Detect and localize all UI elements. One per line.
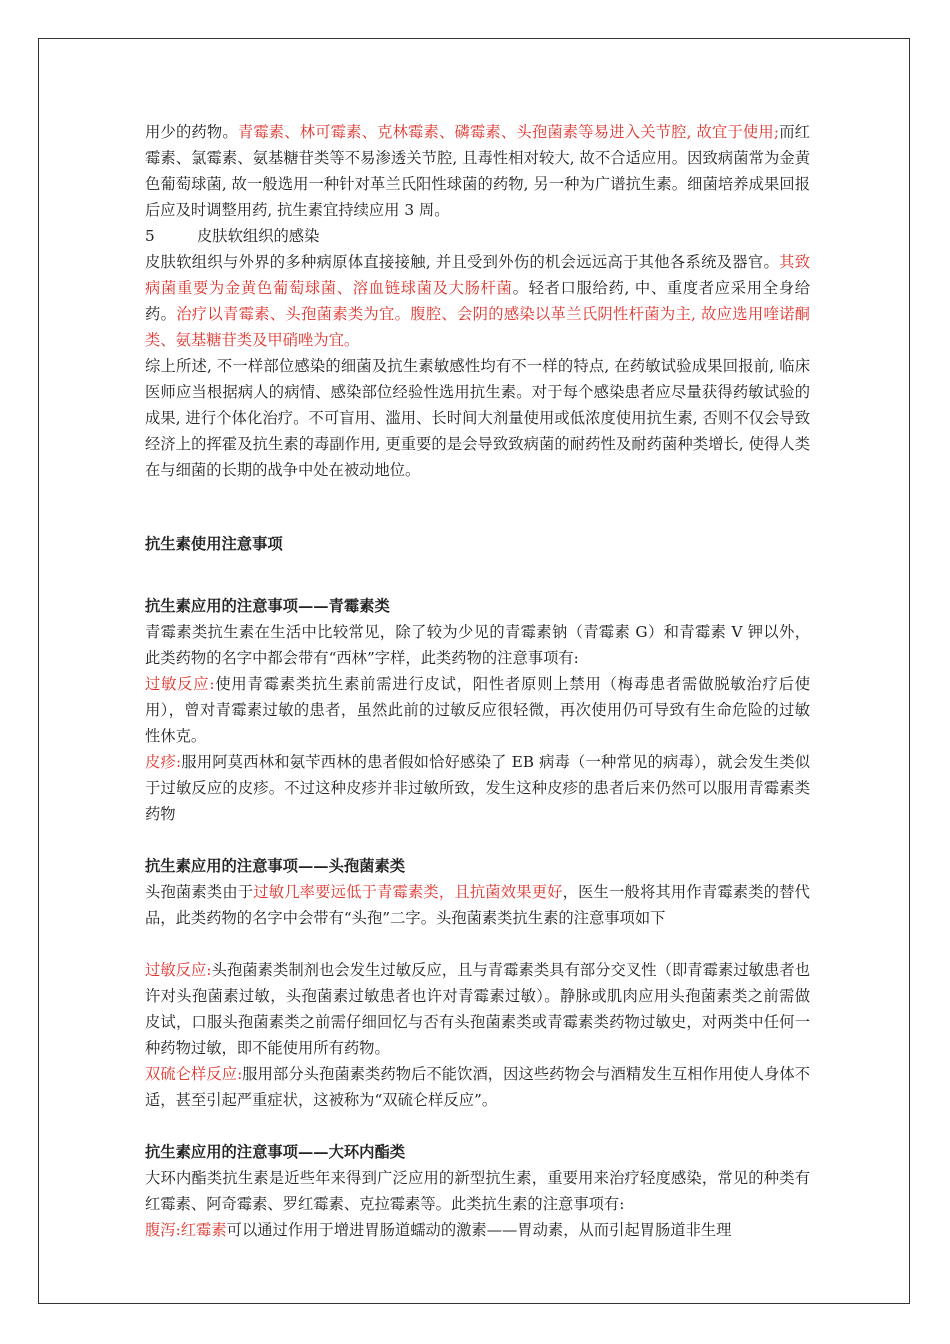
label-allergy: 过敏反应: xyxy=(145,675,215,693)
text-segment: 用少的药物。 xyxy=(145,123,238,141)
highlighted-text: 过敏几率要远低于青霉素类，且抗菌效果更好 xyxy=(253,883,563,901)
paragraph-penicillin-intro: 青霉素类抗生素在生活中比较常见，除了较为少见的青霉素钠（青霉素 G）和青霉素 V 钾以外，此类药物的名字中都会带有“西林”字样，此类药物的注意事项有: xyxy=(145,623,810,667)
section-title: 皮肤软组织的感染 xyxy=(197,227,320,245)
text-segment: ，医生一般将其用作青霉素类的替代品，此类药物的名字中会带有“头孢”二字。头孢菌素类抗生素的注意事项如下 xyxy=(145,883,810,927)
text-segment: 。轻者口服给药, 中、重度者应采用全身给药。 xyxy=(145,279,810,323)
highlighted-text: 其致病菌重要为金黄色葡萄球菌、溶血链球菌及大肠杆菌 xyxy=(145,253,810,297)
paragraph-penicillin-rash xyxy=(145,749,810,827)
heading-macrolide: 抗生素应用的注意事项——大环内酯类 xyxy=(145,1143,406,1161)
paragraph-cephalosporin-intro xyxy=(145,879,810,931)
paragraph-macrolide-diarrhea xyxy=(145,1217,810,1243)
drug-name: 红霉素 xyxy=(180,1221,227,1239)
highlighted-text: 治疗以青霉素、头孢菌素类为宜。腹腔、会阴的感染以革兰氏阴性杆菌为主, 故应选用喹诺酮类、氨基糖苷类及甲硝唑为宜。 xyxy=(145,305,810,349)
heading-cephalosporin: 抗生素应用的注意事项——头孢菌素类 xyxy=(145,857,406,875)
text-segment: 头孢菌素类由于 xyxy=(145,883,254,901)
heading-penicillin: 抗生素应用的注意事项——青霉素类 xyxy=(145,597,390,615)
text-segment: 服用阿莫西林和氨苄西林的患者假如恰好感染了 EB 病毒（一种常见的病毒），就会发生类似于过敏反应的皮疹。不过这种皮疹并非过敏所致，发生这种皮疹的患者后来仍然可以服用青霉素类药物 xyxy=(145,753,810,823)
document-body xyxy=(145,119,810,1243)
paragraph-macrolide-intro: 大环内酯类抗生素是近些年来得到广泛应用的新型抗生素，重要用来治疗轻度感染，常见的种类有红霉素、阿奇霉素、罗红霉素、克拉霉素等。此类抗生素的注意事项有: xyxy=(145,1169,810,1213)
paragraph-cephalosporin-allergy xyxy=(145,957,810,1061)
paragraph-disulfiram xyxy=(145,1061,810,1113)
paragraph-summary: 综上所述, 不一样部位感染的细菌及抗生素敏感性均有不一样的特点, 在药敏试验成果回报前, 临床医师应当根据病人的病情、感染部位经验性选用抗生素。对于每个感染患者应尽量获得药敏试验的成果, 进行个体化治疗。不可盲用、滥用、长时间大剂量使用或低浓度使用抗生素, 否则不仅会导致经济上的挥霍及抗生素的毒副作用, 更重要的是会导致致病菌的耐药性及耐药菌种类增长, 使得人类在与细菌的长期的战争中处在被动地位。 xyxy=(145,357,810,479)
paragraph-joint-infection xyxy=(145,119,810,223)
text-segment: 使用青霉素类抗生素前需进行皮试，阳性者原则上禁用（梅毒患者需做脱敏治疗后使用），曾对青霉素过敏的患者，虽然此前的过敏反应很轻微，再次使用仍可导致有生命危险的过敏性休克。 xyxy=(145,675,810,745)
section-number: 5 xyxy=(145,227,155,245)
main-heading: 抗生素使用注意事项 xyxy=(145,535,283,553)
section-heading-skin-infection xyxy=(145,223,810,249)
text-segment: 可以通过作用于增进胃肠道蠕动的激素——胃动素，从而引起胃肠道非生理 xyxy=(226,1221,732,1239)
highlighted-text: 青霉素、林可霉素、克林霉素、磷霉素、头孢菌素等易进入关节腔, 故宜于使用; xyxy=(237,123,780,141)
paragraph-penicillin-allergy xyxy=(145,671,810,749)
text-segment: 服用部分头孢菌素类药物后不能饮酒，因这些药物会与酒精发生互相作用使人身体不适，甚至引起严重症状，这被称为“双硫仑样反应”。 xyxy=(145,1065,810,1109)
label-disulfiram: 双硫仑样反应: xyxy=(145,1065,243,1083)
label-diarrhea: 腹泻: xyxy=(145,1221,181,1239)
text-segment: 头孢菌素类制剂也会发生过敏反应，且与青霉素类具有部分交叉性（即青霉素过敏患者也许对头孢菌素过敏，头孢菌素过敏患者也许对青霉素过敏）。静脉或肌肉应用头孢菌素类之前需做皮试，口服头孢菌素类之前需仔细回忆与否有头孢菌素类或青霉素类药物过敏史，对两类中任何一种药物过敏，即不能使用所有药物。 xyxy=(145,961,810,1057)
label-allergy: 过敏反应: xyxy=(145,961,212,979)
text-segment: 皮肤软组织与外界的多种病原体直接接触, 并且受到外伤的机会远远高于其他各系统及器官。 xyxy=(145,253,780,271)
paragraph-skin-infection xyxy=(145,249,810,353)
label-rash: 皮疹: xyxy=(145,753,182,771)
text-segment: 而红霉素、氯霉素、氨基糖苷类等不易渗透关节腔, 且毒性相对较大, 故不合适应用。因致病菌常为金黄色葡萄球菌, 故一般选用一种针对革兰氏阳性球菌的药物, 另一种为广谱抗生素。细菌培养成果回报后应及时调整用药, 抗生素宜持续应用 3 周。 xyxy=(145,123,810,219)
